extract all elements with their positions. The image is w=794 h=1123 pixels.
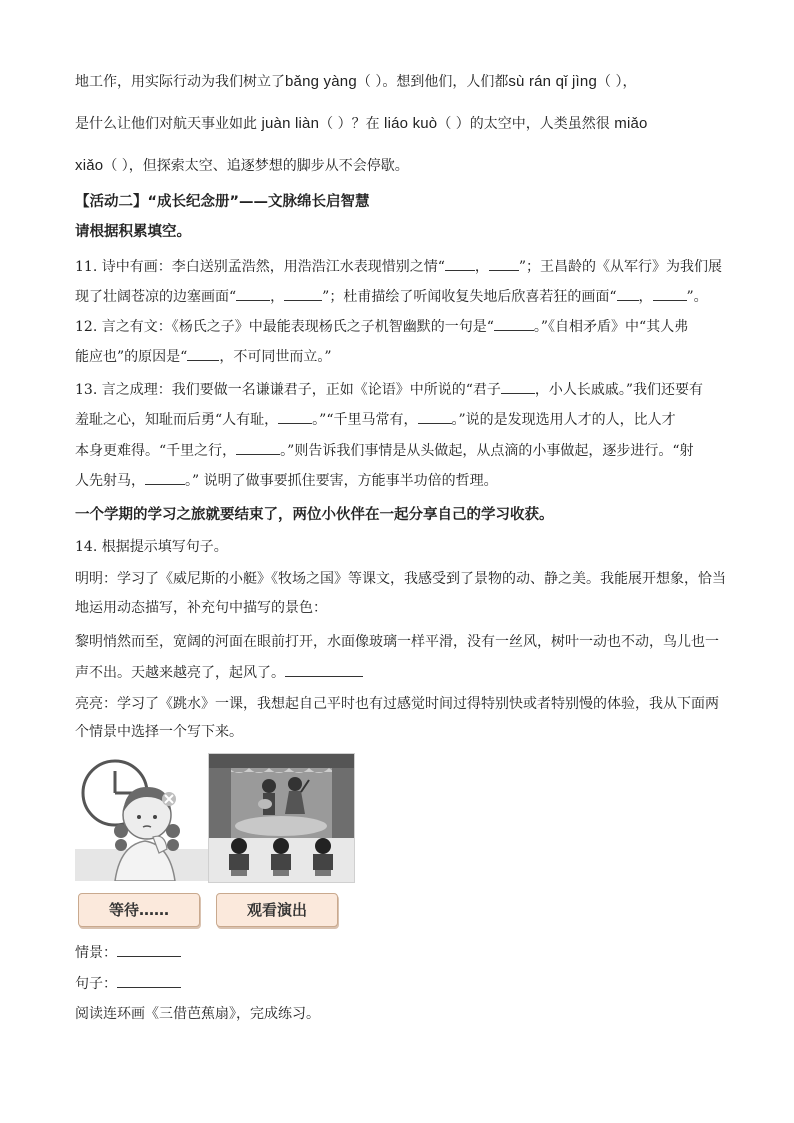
passage-line-1: [75, 72, 725, 92]
mingming-line-1: 明明：学习了《威尼斯的小艇》《牧场之国》等课文，我感受到了景物的动、静之美。我能展开想象，恰当: [75, 571, 726, 587]
q13-text: 13. 言之成理：我们要做一名谦谦君子，正如《论语》中所说的“君子: [75, 382, 501, 398]
q12-text: 能应也”的原因是“: [75, 349, 188, 365]
pinyin-miao: miǎo: [614, 115, 648, 132]
q12-text: 12. 言之有文：《杨氏之子》中最能表现杨氏之子机智幽默的一句是“: [75, 319, 494, 335]
q12-text: ，不可同世而立。”: [219, 349, 332, 365]
q13-line-2: [75, 409, 725, 430]
waiting-girl-illustration: [75, 753, 220, 881]
q13-text: ，小人长戚戚。”我们还要有: [534, 382, 704, 398]
q11-text: 现了壮阔苍凉的边塞画面“: [75, 289, 237, 305]
passage-text: 是什么让他们对航天事业如此: [75, 116, 257, 132]
sentence-answer-line: [75, 973, 725, 994]
pinyin-xiao: xiǎo: [75, 157, 104, 174]
q13-text: 人先射马，: [75, 473, 145, 489]
activity-instruction: 请根据积累填空。: [75, 224, 191, 240]
blank-juanlian[interactable]: （ ）？在: [319, 116, 380, 132]
passage-text: 地工作，用实际行动为我们树立了: [75, 74, 285, 90]
pinyin-suranqijing: sù rán qǐ jìng: [508, 73, 598, 90]
scene-answer-blank[interactable]: [285, 662, 363, 677]
q13-text: 。”“千里马常有，: [312, 412, 418, 428]
answer-blank[interactable]: [445, 256, 475, 271]
q11-line-1: [75, 256, 725, 277]
performance-illustration: [208, 753, 355, 883]
q13-text: 。” 说明了做事要抓住要害，方能事半功倍的哲理。: [185, 473, 498, 489]
answer-blank[interactable]: [145, 470, 185, 485]
passage-line-2: [75, 114, 725, 134]
scene-label: 情景：: [75, 945, 117, 961]
activity-title: 【活动二】“成长纪念册”——文脉绵长启智慧: [75, 194, 370, 210]
share-intro: 一个学期的学习之旅就要结束了，两位小伙伴在一起分享自己的学习收获。: [75, 507, 554, 523]
q11-text: 11. 诗中有画：李白送别孟浩然，用浩浩江水表现惜别之情“: [75, 259, 445, 275]
blank-bangyang[interactable]: （ ）。想到他们，人们都: [356, 74, 509, 90]
liangliang-line-2: 个情景中选择一个写下来。: [75, 724, 243, 740]
answer-blank[interactable]: [278, 409, 312, 424]
q13-line-4: [75, 470, 725, 491]
answer-blank[interactable]: [489, 256, 519, 271]
q14-title: 14. 根据提示填写句子。: [75, 539, 228, 555]
blank-suranqijing[interactable]: （ ），: [597, 74, 637, 90]
q11-text: ”；王昌龄的《从军行》为我们展: [518, 259, 723, 275]
sentence-blank[interactable]: [117, 973, 181, 988]
option-waiting-button[interactable]: 等待……: [78, 893, 200, 927]
scene-line-1: 黎明悄然而至，宽阔的河面在眼前打开，水面像玻璃一样平滑，没有一丝风，树叶一动也不动，鸟儿也一: [75, 634, 719, 650]
blank-liaokuo[interactable]: （ ）的太空中，人类虽然很: [437, 116, 610, 132]
mingming-line-2: 地运用动态描写，补充句中描写的景色：: [75, 600, 327, 616]
q11-text: ，: [638, 289, 653, 305]
q12-text: 。”《自相矛盾》中“其人弗: [533, 319, 689, 335]
option-performance-button[interactable]: 观看演出: [216, 893, 338, 927]
answer-blank[interactable]: [187, 346, 219, 361]
q13-text: 。”说的是发现选用人才的人，比人才: [451, 412, 676, 428]
answer-blank[interactable]: [284, 286, 322, 301]
answer-blank[interactable]: [653, 286, 687, 301]
pinyin-liaokuo: liáo kuò: [384, 115, 438, 132]
answer-blank[interactable]: [501, 379, 535, 394]
q13-text: 羞耻之心，知耻而后勇“人有耻，: [75, 412, 279, 428]
answer-blank[interactable]: [617, 286, 639, 301]
liangliang-line-1: 亮亮：学习了《跳水》一课，我想起自己平时也有过感觉时间过得特别快或者特别慢的体验，我从下面两: [75, 696, 719, 712]
scene-answer-line: [75, 942, 725, 963]
q11-line-2: [75, 286, 725, 307]
q13-text: 本身更难得。“千里之行，: [75, 443, 237, 459]
q11-text: ”；杜甫描绘了听闻收复失地后欣喜若狂的画面“: [322, 289, 617, 305]
scene-line-2: [75, 662, 725, 683]
next-task-text: 阅读连环画《三借芭蕉扇》，完成练习。: [75, 1006, 320, 1022]
q11-text: ，: [474, 259, 489, 275]
pinyin-juanlian: juàn liàn: [261, 115, 320, 132]
q12-line-2: [75, 346, 725, 367]
answer-blank[interactable]: [236, 286, 270, 301]
answer-blank[interactable]: [418, 409, 452, 424]
q11-text: ，: [270, 289, 285, 305]
blank-miaoxiao[interactable]: （ ），但探索太空、追逐梦想的脚步从不会停歇。: [103, 158, 409, 174]
q13-text: 。”则告诉我们事情是从头做起，从点滴的小事做起，逐步进行。“射: [280, 443, 694, 459]
q13-line-3: [75, 440, 725, 461]
pinyin-bangyang: bǎng yàng: [285, 73, 357, 90]
sentence-label: 句子：: [75, 976, 117, 992]
q13-line-1: [75, 379, 725, 400]
scene-text: 声不出。天越来越亮了，起风了。: [75, 665, 285, 681]
q11-text: ”。: [686, 289, 708, 305]
q12-line-1: [75, 316, 725, 337]
passage-line-3: [75, 156, 725, 176]
answer-blank[interactable]: [236, 440, 280, 455]
scene-choice-blank[interactable]: [117, 942, 181, 957]
answer-blank[interactable]: [494, 316, 534, 331]
